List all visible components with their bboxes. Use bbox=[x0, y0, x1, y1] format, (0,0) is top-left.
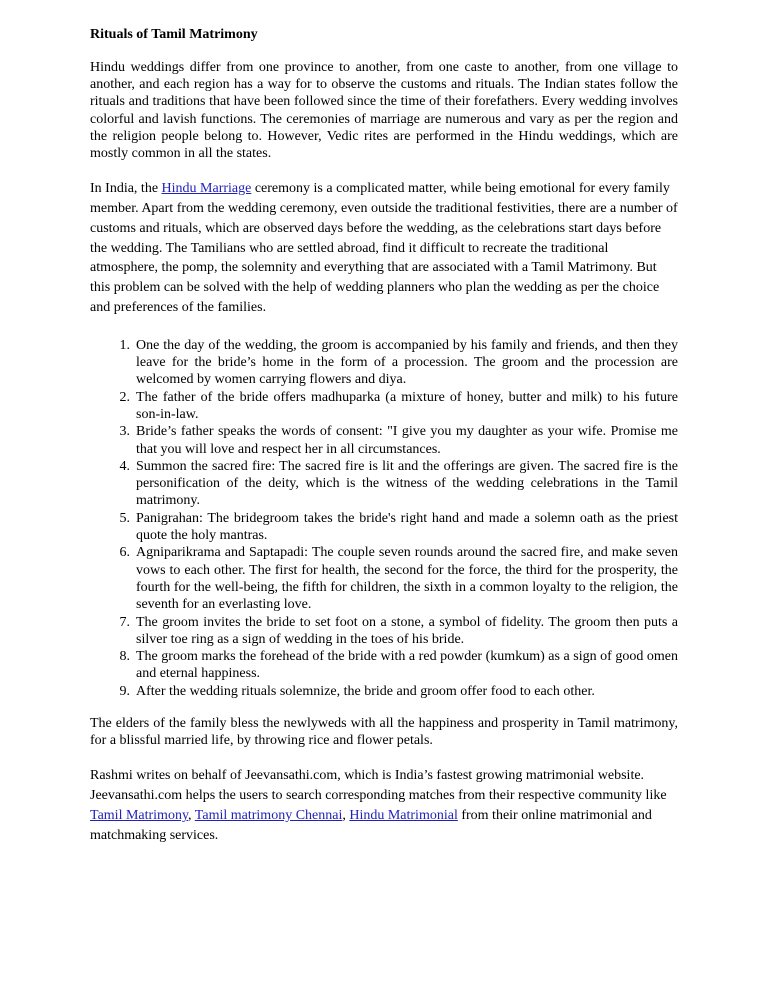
paragraph-text: ceremony is a complicated matter, while being emotional for every family member. Apart from the wedding ceremony, even outside the traditional festivities, there are a number of customs and rituals, which are observed days before the wedding, as the celebrations start days before the wedding. The Tamilians who are settled abroad, find it difficult to recreate the traditional atmosphere, the pomp, the solemnity and everything that are associated with a Tamil Matrimony. But this problem can be solved with the help of wedding planners who plan the wedding as per the choice and preferences of the families. bbox=[90, 181, 678, 315]
list-number: 4. bbox=[119, 458, 130, 474]
list-number: 6. bbox=[119, 545, 130, 561]
list-item-text: Agniparikrama and Saptapadi: The couple seven rounds around the sacred fire, and make seven vows to each other. The first for health, the second for the force, the third for the prosperity, the fourth for the well-being, the fifth for children, the sixth in a common loyalty to the religion, the seventh for an everlasting love. bbox=[136, 545, 678, 613]
list-item-text: The groom marks the forehead of the bride with a red powder (kumkum) as a sign of good omen and eternal happiness. bbox=[136, 649, 678, 682]
list-item bbox=[90, 458, 678, 510]
hindu-marriage-link[interactable]: Hindu Marriage bbox=[161, 181, 252, 197]
hindu-marriage-paragraph bbox=[90, 179, 678, 318]
list-item-text: The groom invites the bride to set foot on a stone, a symbol of fidelity. The groom then puts a silver toe ring as a sign of wedding in the toes of his bride. bbox=[136, 614, 678, 647]
list-number: 8. bbox=[119, 649, 130, 665]
list-item-text: Bride’s father speaks the words of consent: "I give you my daughter as your wife. Promise me that you will love and respect her in all circumstances. bbox=[136, 424, 678, 457]
paragraph-text: In India, the bbox=[90, 181, 162, 197]
document-page bbox=[90, 26, 678, 846]
list-item bbox=[90, 337, 678, 389]
hindu-matrimonial-link[interactable]: Hindu Matrimonial bbox=[349, 808, 458, 824]
list-item-text: Summon the sacred fire: The sacred fire is lit and the offerings are given. The sacred fire is the personification of the deity, which is the witness of the wedding celebrations in the Tamil matrimony. bbox=[136, 458, 678, 509]
list-item-text: Panigrahan: The bridegroom takes the bride's right hand and made a solemn oath as the priest quote the holy mantras. bbox=[136, 510, 678, 544]
intro-paragraph: Hindu weddings differ from one province to another, from one caste to another, from one village to another, and each region has a way for to observe the customs and rituals. The Indian states follow the rituals and traditions that have been followed since the time of their forefathers. Every wedding involves colorful and lavish functions. The ceremonies of marriage are numerous and vary as per the region and the religion people belong to. However, Vedic rites are performed in the Hindu weddings, which are mostly common in all the states. bbox=[90, 60, 678, 162]
list-item bbox=[90, 683, 678, 700]
separator-text: , bbox=[188, 808, 195, 824]
list-item bbox=[90, 389, 678, 424]
list-item bbox=[90, 423, 678, 458]
wedding-steps-list bbox=[90, 337, 678, 700]
list-number: 9. bbox=[119, 683, 130, 699]
list-item bbox=[90, 648, 678, 683]
list-number: 1. bbox=[119, 337, 130, 353]
tamil-matrimony-link[interactable]: Tamil Matrimony bbox=[90, 808, 189, 824]
list-item-text: After the wedding rituals solemnize, the bride and groom offer food to each other. bbox=[136, 683, 595, 699]
list-item-text: One the day of the wedding, the groom is accompanied by his family and friends, and then they leave for the bride’s home in the form of a procession. The groom and the procession are welcomed by women carrying flowers and diya. bbox=[136, 337, 678, 388]
list-number: 2. bbox=[119, 389, 130, 405]
paragraph-text: Rashmi writes on behalf of Jeevansathi.com, which is India’s fastest growing matrimonial website. Jeevansathi.com helps the users to search corresponding matches from their respective community like bbox=[90, 768, 667, 804]
list-number: 3. bbox=[119, 424, 130, 440]
list-item bbox=[90, 544, 678, 613]
tamil-matrimony-chennai-link[interactable]: Tamil matrimony Chennai bbox=[194, 808, 343, 824]
document-title: Rituals of Tamil Matrimony bbox=[90, 27, 258, 42]
list-number: 5. bbox=[119, 510, 130, 526]
elders-blessing-paragraph: The elders of the family bless the newlyweds with all the happiness and prosperity in Tamil matrimony, for a blissful married life, by throwing rice and flower petals. bbox=[90, 716, 678, 749]
list-number: 7. bbox=[119, 614, 130, 630]
list-item bbox=[90, 510, 678, 545]
list-item-text: The father of the bride offers madhuparka (a mixture of honey, butter and milk) to his future son-in-law. bbox=[136, 389, 678, 422]
paragraph-text: from their online matrimonial and matchmaking services. bbox=[90, 808, 652, 843]
author-bio-paragraph bbox=[90, 766, 678, 845]
list-item bbox=[90, 614, 678, 649]
separator-text: , bbox=[342, 808, 350, 824]
